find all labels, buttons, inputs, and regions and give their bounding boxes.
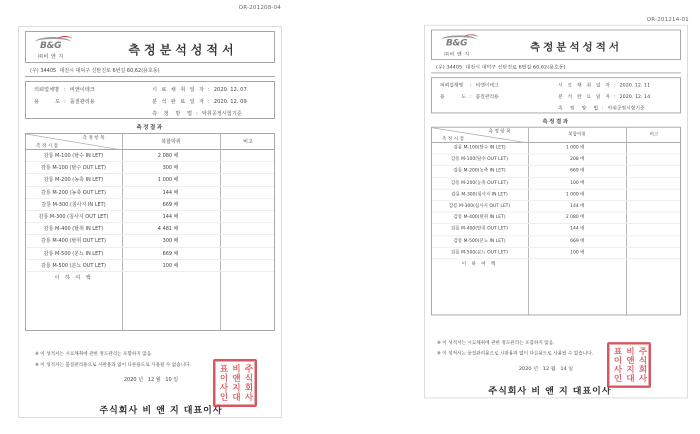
measurement-point-cell: 감룡 M-300(침사지 IN LET) bbox=[451, 192, 508, 198]
table-row bbox=[26, 199, 274, 211]
completion-date-line bbox=[558, 93, 650, 102]
remarks-cell bbox=[625, 213, 680, 224]
header-point-label: 측정시점 bbox=[442, 137, 466, 142]
method-label: 측 정 방 법 bbox=[558, 106, 598, 112]
footnote: ※ 이 성적서는 품질관리용으로 시판용과 없이 다른용도로 사용될 수 없습니다. bbox=[35, 363, 192, 368]
company-logo bbox=[32, 34, 76, 62]
measurement-point-cell: 감룡 M-100 (탈수 IN LET) bbox=[43, 153, 104, 159]
sampling-date-value: 2020. 12. 11 bbox=[619, 83, 651, 89]
info-box bbox=[431, 77, 681, 113]
company-address: (우) 34405 대전시 대덕구 신탄진로 6번길 60,62(용호동) bbox=[25, 65, 275, 77]
table-row bbox=[26, 223, 274, 235]
end-mark: 이 하 여 백 bbox=[54, 274, 93, 281]
composite-odor-cell: 669 배 bbox=[162, 201, 179, 208]
header-note-label: 비고 bbox=[649, 132, 659, 138]
issue-date: 2020 년 12 월 10 일 bbox=[123, 377, 179, 383]
sampling-date-value: 2020. 12. 07 bbox=[213, 87, 247, 93]
sampling-date-label: 시 료 채 취 일 자 bbox=[558, 83, 610, 89]
table-row bbox=[432, 178, 680, 190]
measurement-point-cell: 감룡 M-200(농축 IN LET) bbox=[453, 169, 506, 174]
table-row bbox=[26, 174, 274, 186]
signature-line: 주식회사 비 앤 지 대표이사 bbox=[99, 406, 223, 416]
sampling-date-line bbox=[152, 86, 247, 95]
composite-odor-cell: 669 배 bbox=[570, 169, 585, 174]
sampling-date-line bbox=[558, 82, 650, 91]
composite-odor-cell: 669 배 bbox=[162, 250, 179, 257]
header-diagonal-cell bbox=[26, 134, 122, 150]
separator: : bbox=[614, 83, 616, 89]
issue-date: 2020 년 12 월 14 일 bbox=[518, 365, 574, 372]
composite-odor-cell: 144 배 bbox=[570, 203, 585, 209]
remarks-cell bbox=[625, 178, 680, 189]
measurement-point-cell: 감룡 M-500(분뇨 IN LET) bbox=[453, 238, 506, 244]
measurement-point-cell: 감룡 M-200 (농축 OUT LET) bbox=[41, 189, 106, 196]
header-value-label: 복합악취 bbox=[161, 139, 181, 145]
empty-cell bbox=[625, 259, 680, 271]
remarks-cell bbox=[625, 247, 680, 258]
completion-date-line bbox=[152, 98, 247, 107]
composite-odor-cell: 144 배 bbox=[570, 227, 585, 232]
table-row bbox=[432, 236, 680, 248]
header-item-label: 측정항목 bbox=[82, 136, 106, 141]
remarks-cell bbox=[219, 260, 274, 271]
table-row bbox=[26, 260, 274, 272]
remarks-cell bbox=[219, 235, 274, 246]
use-label: 용 도 bbox=[440, 95, 466, 101]
measurement-point-cell: 감룡 M-400(탈취 IN LET) bbox=[453, 215, 506, 221]
composite-odor-cell: 669 배 bbox=[570, 238, 585, 244]
use-line bbox=[34, 98, 95, 107]
composite-odor-cell: 1 000 배 bbox=[157, 177, 179, 184]
use-value: 품질관리용 bbox=[475, 95, 499, 101]
method-value: 악취공정시험기준 bbox=[201, 111, 242, 117]
end-mark-row bbox=[432, 259, 680, 271]
header-value-label: 복합악취 bbox=[568, 132, 586, 138]
separator: : bbox=[64, 87, 66, 93]
table-header bbox=[432, 128, 680, 143]
remarks-cell bbox=[625, 143, 680, 154]
table-row bbox=[26, 187, 274, 199]
separator: : bbox=[614, 95, 616, 101]
method-value: 악취공정시험기준 bbox=[607, 106, 645, 112]
remarks-cell bbox=[219, 211, 274, 222]
composite-odor-cell: 2 080 배 bbox=[565, 215, 585, 221]
table-row bbox=[26, 150, 274, 162]
client-value: 비앤이테크 bbox=[69, 87, 95, 93]
completion-date-label: 분 석 완 료 일 자 bbox=[558, 95, 610, 101]
remarks-cell bbox=[625, 201, 680, 212]
header-note-label: 비고 bbox=[243, 139, 253, 145]
results-title: 측정결과 bbox=[542, 119, 570, 125]
measurement-point-cell: 감룡 M-400(탈취 OUT LET) bbox=[451, 227, 509, 232]
remarks-cell bbox=[625, 155, 680, 166]
header-box bbox=[431, 30, 681, 60]
remarks-cell bbox=[625, 236, 680, 247]
separator: : bbox=[470, 95, 472, 101]
document-number: OR-201214-01 bbox=[646, 17, 689, 23]
footnotes bbox=[437, 338, 593, 359]
remarks-cell bbox=[219, 248, 274, 259]
method-line bbox=[558, 105, 645, 114]
use-line bbox=[440, 93, 499, 102]
measurement-point-cell: 감룡 M-400 (탈취 IN LET) bbox=[43, 226, 104, 233]
table-row bbox=[432, 247, 680, 259]
composite-odor-cell: 100 배 bbox=[162, 262, 179, 269]
footnotes bbox=[35, 349, 191, 371]
table-row bbox=[432, 189, 680, 201]
footnote: ※ 이 성적서는 품질관리용으로 시판용과 없이 다른용도로 사용될 수 없습니다. bbox=[437, 351, 594, 357]
measurement-point-cell: 감룡 M-400 (탈취 OUT LET) bbox=[41, 238, 106, 245]
results-table bbox=[25, 133, 275, 331]
composite-odor-cell: 300 배 bbox=[162, 238, 179, 245]
signature-line: 주식회사 비 앤 지 대표이사 bbox=[488, 386, 612, 397]
certificate-left bbox=[18, 0, 284, 420]
end-mark: 이 하 여 백 bbox=[461, 261, 498, 267]
client-line bbox=[440, 82, 499, 91]
measurement-point-cell: 감룡 M-100 (탈수 OUT LET) bbox=[41, 165, 106, 172]
separator: : bbox=[196, 111, 198, 117]
logo-company-name: ㈜비 앤 지 bbox=[38, 54, 64, 60]
end-mark-row bbox=[26, 272, 274, 284]
method-label: 측 정 방 법 bbox=[152, 111, 192, 117]
composite-odor-cell: 100 배 bbox=[570, 180, 585, 186]
composite-odor-cell: 100 배 bbox=[570, 250, 585, 256]
measurement-point-cell: 감룡 M-300(침사지 OUT LET) bbox=[448, 203, 511, 209]
composite-odor-cell: 2 080 배 bbox=[157, 153, 179, 159]
empty-cell bbox=[527, 259, 624, 271]
composite-odor-cell: 4 481 배 bbox=[157, 226, 179, 233]
remarks-cell bbox=[219, 187, 274, 198]
logo-brand: B&G bbox=[40, 41, 62, 51]
table-row bbox=[432, 166, 680, 178]
completion-date-value: 2020. 12. 14 bbox=[619, 95, 651, 101]
document-title: 측정분석성적서 bbox=[128, 43, 238, 57]
separator: : bbox=[208, 99, 210, 105]
document-title: 측정분석성적서 bbox=[529, 41, 622, 54]
composite-odor-cell: 144 배 bbox=[162, 189, 179, 196]
completion-date-label: 분 석 완 료 일 자 bbox=[152, 99, 204, 105]
completion-date-value: 2020. 12. 09 bbox=[213, 99, 247, 105]
table-row bbox=[26, 248, 274, 260]
composite-odor-cell: 300 배 bbox=[162, 165, 179, 172]
empty-cell bbox=[219, 272, 274, 284]
info-box bbox=[25, 81, 275, 119]
client-line bbox=[34, 86, 95, 95]
document-number: OR-201208-04 bbox=[238, 5, 281, 11]
composite-odor-cell: 208 배 bbox=[570, 157, 585, 163]
separator: : bbox=[602, 106, 604, 112]
company-seal: 주식회사비앤지대표이사인 bbox=[607, 342, 651, 388]
table-header bbox=[26, 134, 274, 150]
separator: : bbox=[64, 99, 66, 105]
table-row bbox=[432, 155, 680, 167]
company-seal: 주식회사비앤지대표이사인 bbox=[213, 359, 257, 407]
composite-odor-cell: 1 000 배 bbox=[565, 192, 585, 198]
measurement-point-cell: 감룡 M-500 (분뇨 IN LET) bbox=[43, 250, 104, 257]
table-row bbox=[432, 224, 680, 236]
measurement-point-cell: 감룡 M-200 (농축 IN LET) bbox=[43, 177, 104, 184]
measurement-point-cell: 감룡 M-500(분뇨 OUT LET) bbox=[451, 250, 509, 256]
separator: : bbox=[208, 87, 210, 93]
measurement-point-cell: 감룡 M-100(탈수 IN LET) bbox=[453, 145, 506, 151]
composite-odor-cell: 144 배 bbox=[162, 213, 179, 220]
remarks-cell bbox=[625, 166, 680, 177]
empty-cell bbox=[121, 272, 218, 284]
use-label: 용 도 bbox=[34, 99, 60, 105]
sampling-date-label: 시 료 채 취 일 자 bbox=[152, 87, 204, 93]
logo-company-name: ㈜비 앤 지 bbox=[444, 51, 470, 58]
measurement-point-cell: 감룡 M-200(농축 OUT LET) bbox=[451, 180, 509, 186]
method-line bbox=[152, 110, 242, 119]
results-table-body bbox=[26, 150, 274, 284]
remarks-cell bbox=[219, 199, 274, 210]
company-address: (우) 34405 대전시 대덕구 신탄진로 6번길 60,62(용호동) bbox=[431, 62, 681, 73]
header-item-label: 측정항목 bbox=[488, 129, 512, 135]
remarks-cell bbox=[219, 174, 274, 185]
certificate-right bbox=[424, 0, 690, 400]
header-diagonal-cell bbox=[432, 128, 528, 143]
table-row bbox=[432, 213, 680, 225]
header-point-label: 측정시점 bbox=[36, 144, 60, 149]
client-label: 의뢰업체명 bbox=[34, 87, 60, 93]
table-row bbox=[26, 235, 274, 247]
results-title: 측정결과 bbox=[136, 125, 164, 131]
composite-odor-cell: 1 000 배 bbox=[565, 145, 585, 151]
remarks-cell bbox=[625, 189, 680, 200]
table-row bbox=[432, 143, 680, 155]
measurement-point-cell: 감룡 M-100(탈수 OUT LET) bbox=[451, 157, 509, 163]
footnote: ※ 이 성적서는 시료채취에 관한 정도관리는 포함하지 않음. bbox=[437, 341, 555, 346]
header-box bbox=[25, 31, 275, 63]
remarks-cell bbox=[625, 224, 680, 235]
results-table-body bbox=[432, 143, 680, 271]
certificate-page bbox=[18, 26, 282, 418]
footnote: ※ 이 성적서는 시료채취에 관한 정도관리는 포함하지 않음. bbox=[35, 352, 153, 357]
table-row bbox=[26, 162, 274, 174]
logo-brand: B&G bbox=[446, 39, 468, 49]
client-label: 의뢰업체명 bbox=[440, 83, 464, 89]
remarks-cell bbox=[219, 150, 274, 161]
table-row bbox=[26, 211, 274, 223]
remarks-cell bbox=[219, 223, 274, 234]
measurement-point-cell: 감룡 M-300 (침사지 OUT LET) bbox=[38, 213, 109, 220]
results-table bbox=[431, 127, 681, 316]
table-row bbox=[432, 201, 680, 213]
certificate-page bbox=[424, 25, 688, 399]
use-value: 품질관리용 bbox=[69, 99, 95, 105]
measurement-point-cell: 감룡 M-300 (침사지 IN LET) bbox=[41, 201, 106, 208]
remarks-cell bbox=[219, 162, 274, 173]
measurement-point-cell: 감룡 M-500 (분뇨 OUT LET) bbox=[41, 262, 106, 269]
separator: : bbox=[470, 83, 472, 89]
client-value: 비앤이테크 bbox=[475, 83, 499, 89]
